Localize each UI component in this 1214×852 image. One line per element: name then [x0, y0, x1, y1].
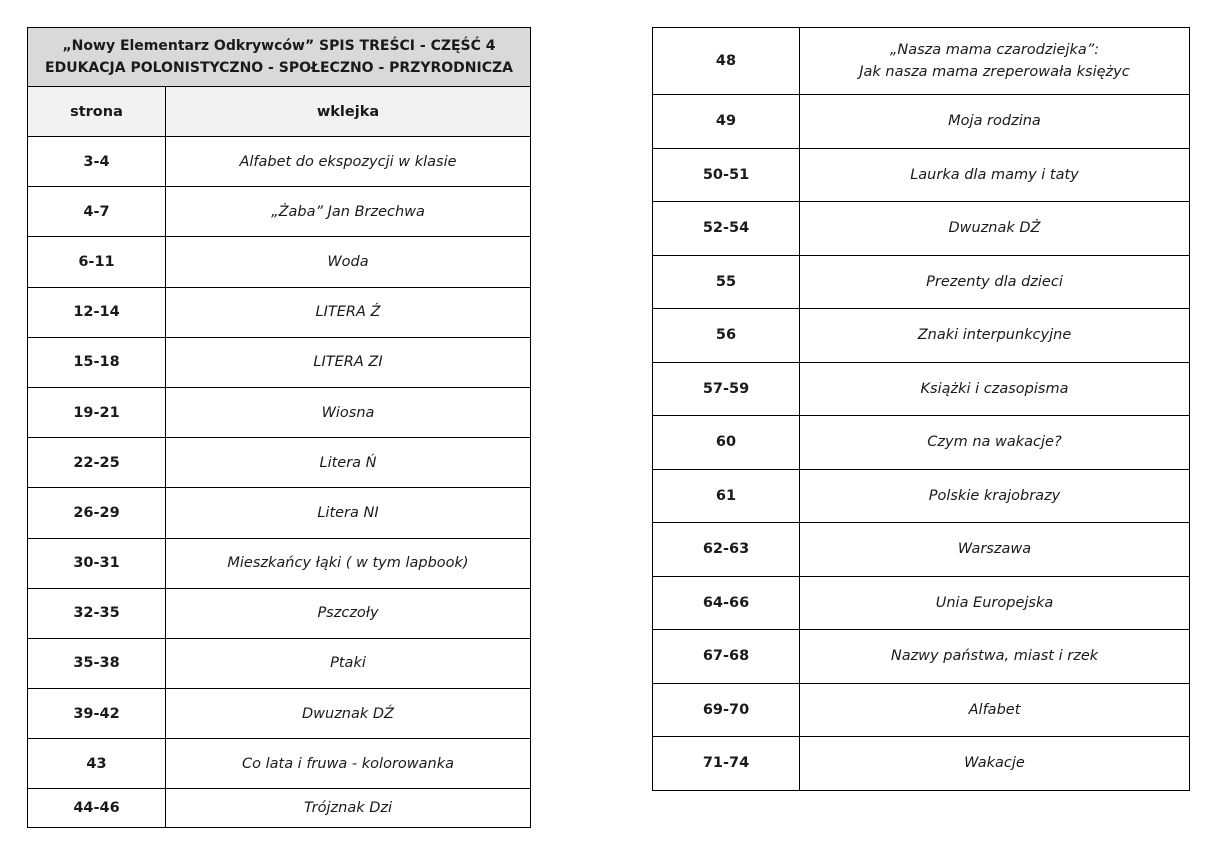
table-row: [28, 337, 531, 387]
title-cell: Prezenty dla dzieci: [800, 255, 1190, 309]
table-row: [28, 237, 531, 287]
page-cell: 32-35: [28, 588, 166, 638]
page-cell: 4-7: [28, 187, 166, 237]
table-row: [28, 187, 531, 237]
page-cell: 61: [653, 469, 800, 523]
page-cell: 64-66: [653, 576, 800, 630]
table-row: [653, 737, 1190, 791]
page-cell: 55: [653, 255, 800, 309]
page-cell: 26-29: [28, 488, 166, 538]
title-cell: Laurka dla mamy i taty: [800, 148, 1190, 202]
page-cell: 15-18: [28, 337, 166, 387]
page-cell: 43: [28, 739, 166, 789]
title-cell: Wiosna: [166, 387, 531, 437]
page-cell: 49: [653, 95, 800, 149]
table-title-row: [28, 28, 531, 87]
page-cell: 19-21: [28, 387, 166, 437]
title-cell: Dwuznak DŹ: [166, 689, 531, 739]
table-row: [28, 588, 531, 638]
table-row: [28, 488, 531, 538]
page-cell: 62-63: [653, 523, 800, 577]
title-cell: Unia Europejska: [800, 576, 1190, 630]
title-cell: Nazwy państwa, miast i rzek: [800, 630, 1190, 684]
table-row: [653, 148, 1190, 202]
page-cell: 52-54: [653, 202, 800, 256]
page-cell: 71-74: [653, 737, 800, 791]
page-cell: 67-68: [653, 630, 800, 684]
table-row: [653, 523, 1190, 577]
title-cell: Co lata i fruwa - kolorowanka: [166, 739, 531, 789]
column-header-row: [28, 87, 531, 137]
table-row: [653, 202, 1190, 256]
title-cell: Alfabet do ekspozycji w klasie: [166, 137, 531, 187]
table-title: [28, 28, 531, 87]
table-row: [653, 630, 1190, 684]
toc-table-left: [27, 27, 531, 828]
title-cell: „Żaba” Jan Brzechwa: [166, 187, 531, 237]
title-line-1: „Nasza mama czarodziejka”:: [889, 42, 1100, 58]
page-cell: 44-46: [28, 789, 166, 828]
title-cell: Polskie krajobrazy: [800, 469, 1190, 523]
title-cell: Pszczoły: [166, 588, 531, 638]
table-row: [653, 95, 1190, 149]
title-cell: Dwuznak DŻ: [800, 202, 1190, 256]
title-cell: Woda: [166, 237, 531, 287]
page-cell: 48: [653, 28, 800, 95]
table-row: [28, 287, 531, 337]
page-cell: 3-4: [28, 137, 166, 187]
title-cell: [800, 28, 1190, 95]
table-row: [653, 362, 1190, 416]
table-row: [653, 469, 1190, 523]
page-cell: 50-51: [653, 148, 800, 202]
title-line-2: EDUKACJA POLONISTYCZNO - SPOŁECZNO - PRZYRODNICZA: [45, 60, 513, 76]
page-cell: 56: [653, 309, 800, 363]
title-cell: Litera Ń: [166, 438, 531, 488]
column-header-page: strona: [28, 87, 166, 137]
table-row: [28, 387, 531, 437]
title-cell: Czym na wakacje?: [800, 416, 1190, 470]
title-cell: Mieszkańcy łąki ( w tym lapbook): [166, 538, 531, 588]
title-cell: Moja rodzina: [800, 95, 1190, 149]
table-row: [28, 689, 531, 739]
table-row: [28, 638, 531, 688]
table-row: [653, 255, 1190, 309]
title-cell: Ptaki: [166, 638, 531, 688]
table-row: [653, 576, 1190, 630]
table-row: [653, 309, 1190, 363]
page-cell: 60: [653, 416, 800, 470]
table-row: [653, 416, 1190, 470]
page-cell: 6-11: [28, 237, 166, 287]
title-cell: Wakacje: [800, 737, 1190, 791]
title-cell: Książki i czasopisma: [800, 362, 1190, 416]
table-row: [28, 438, 531, 488]
title-cell: Znaki interpunkcyjne: [800, 309, 1190, 363]
table-row: [28, 789, 531, 828]
title-line-1: „Nowy Elementarz Odkrywców” SPIS TREŚCI - CZĘŚĆ 4: [62, 38, 496, 54]
page-cell: 57-59: [653, 362, 800, 416]
title-cell: Warszawa: [800, 523, 1190, 577]
page-cell: 39-42: [28, 689, 166, 739]
table-row: [653, 683, 1190, 737]
page-cell: 30-31: [28, 538, 166, 588]
table-row: [28, 137, 531, 187]
page-cell: 12-14: [28, 287, 166, 337]
title-cell: Trójznak Dzi: [166, 789, 531, 828]
title-cell: LITERA Ź: [166, 287, 531, 337]
title-line-2: Jak nasza mama zreperowała księżyc: [859, 64, 1130, 80]
table-row: [28, 538, 531, 588]
page-cell: 69-70: [653, 683, 800, 737]
title-cell: Alfabet: [800, 683, 1190, 737]
title-cell: LITERA ZI: [166, 337, 531, 387]
page-cell: 22-25: [28, 438, 166, 488]
table-row: [28, 739, 531, 789]
toc-table-right: [652, 27, 1190, 791]
table-row: [653, 28, 1190, 95]
title-cell: Litera NI: [166, 488, 531, 538]
page-cell: 35-38: [28, 638, 166, 688]
column-header-item: wklejka: [166, 87, 531, 137]
